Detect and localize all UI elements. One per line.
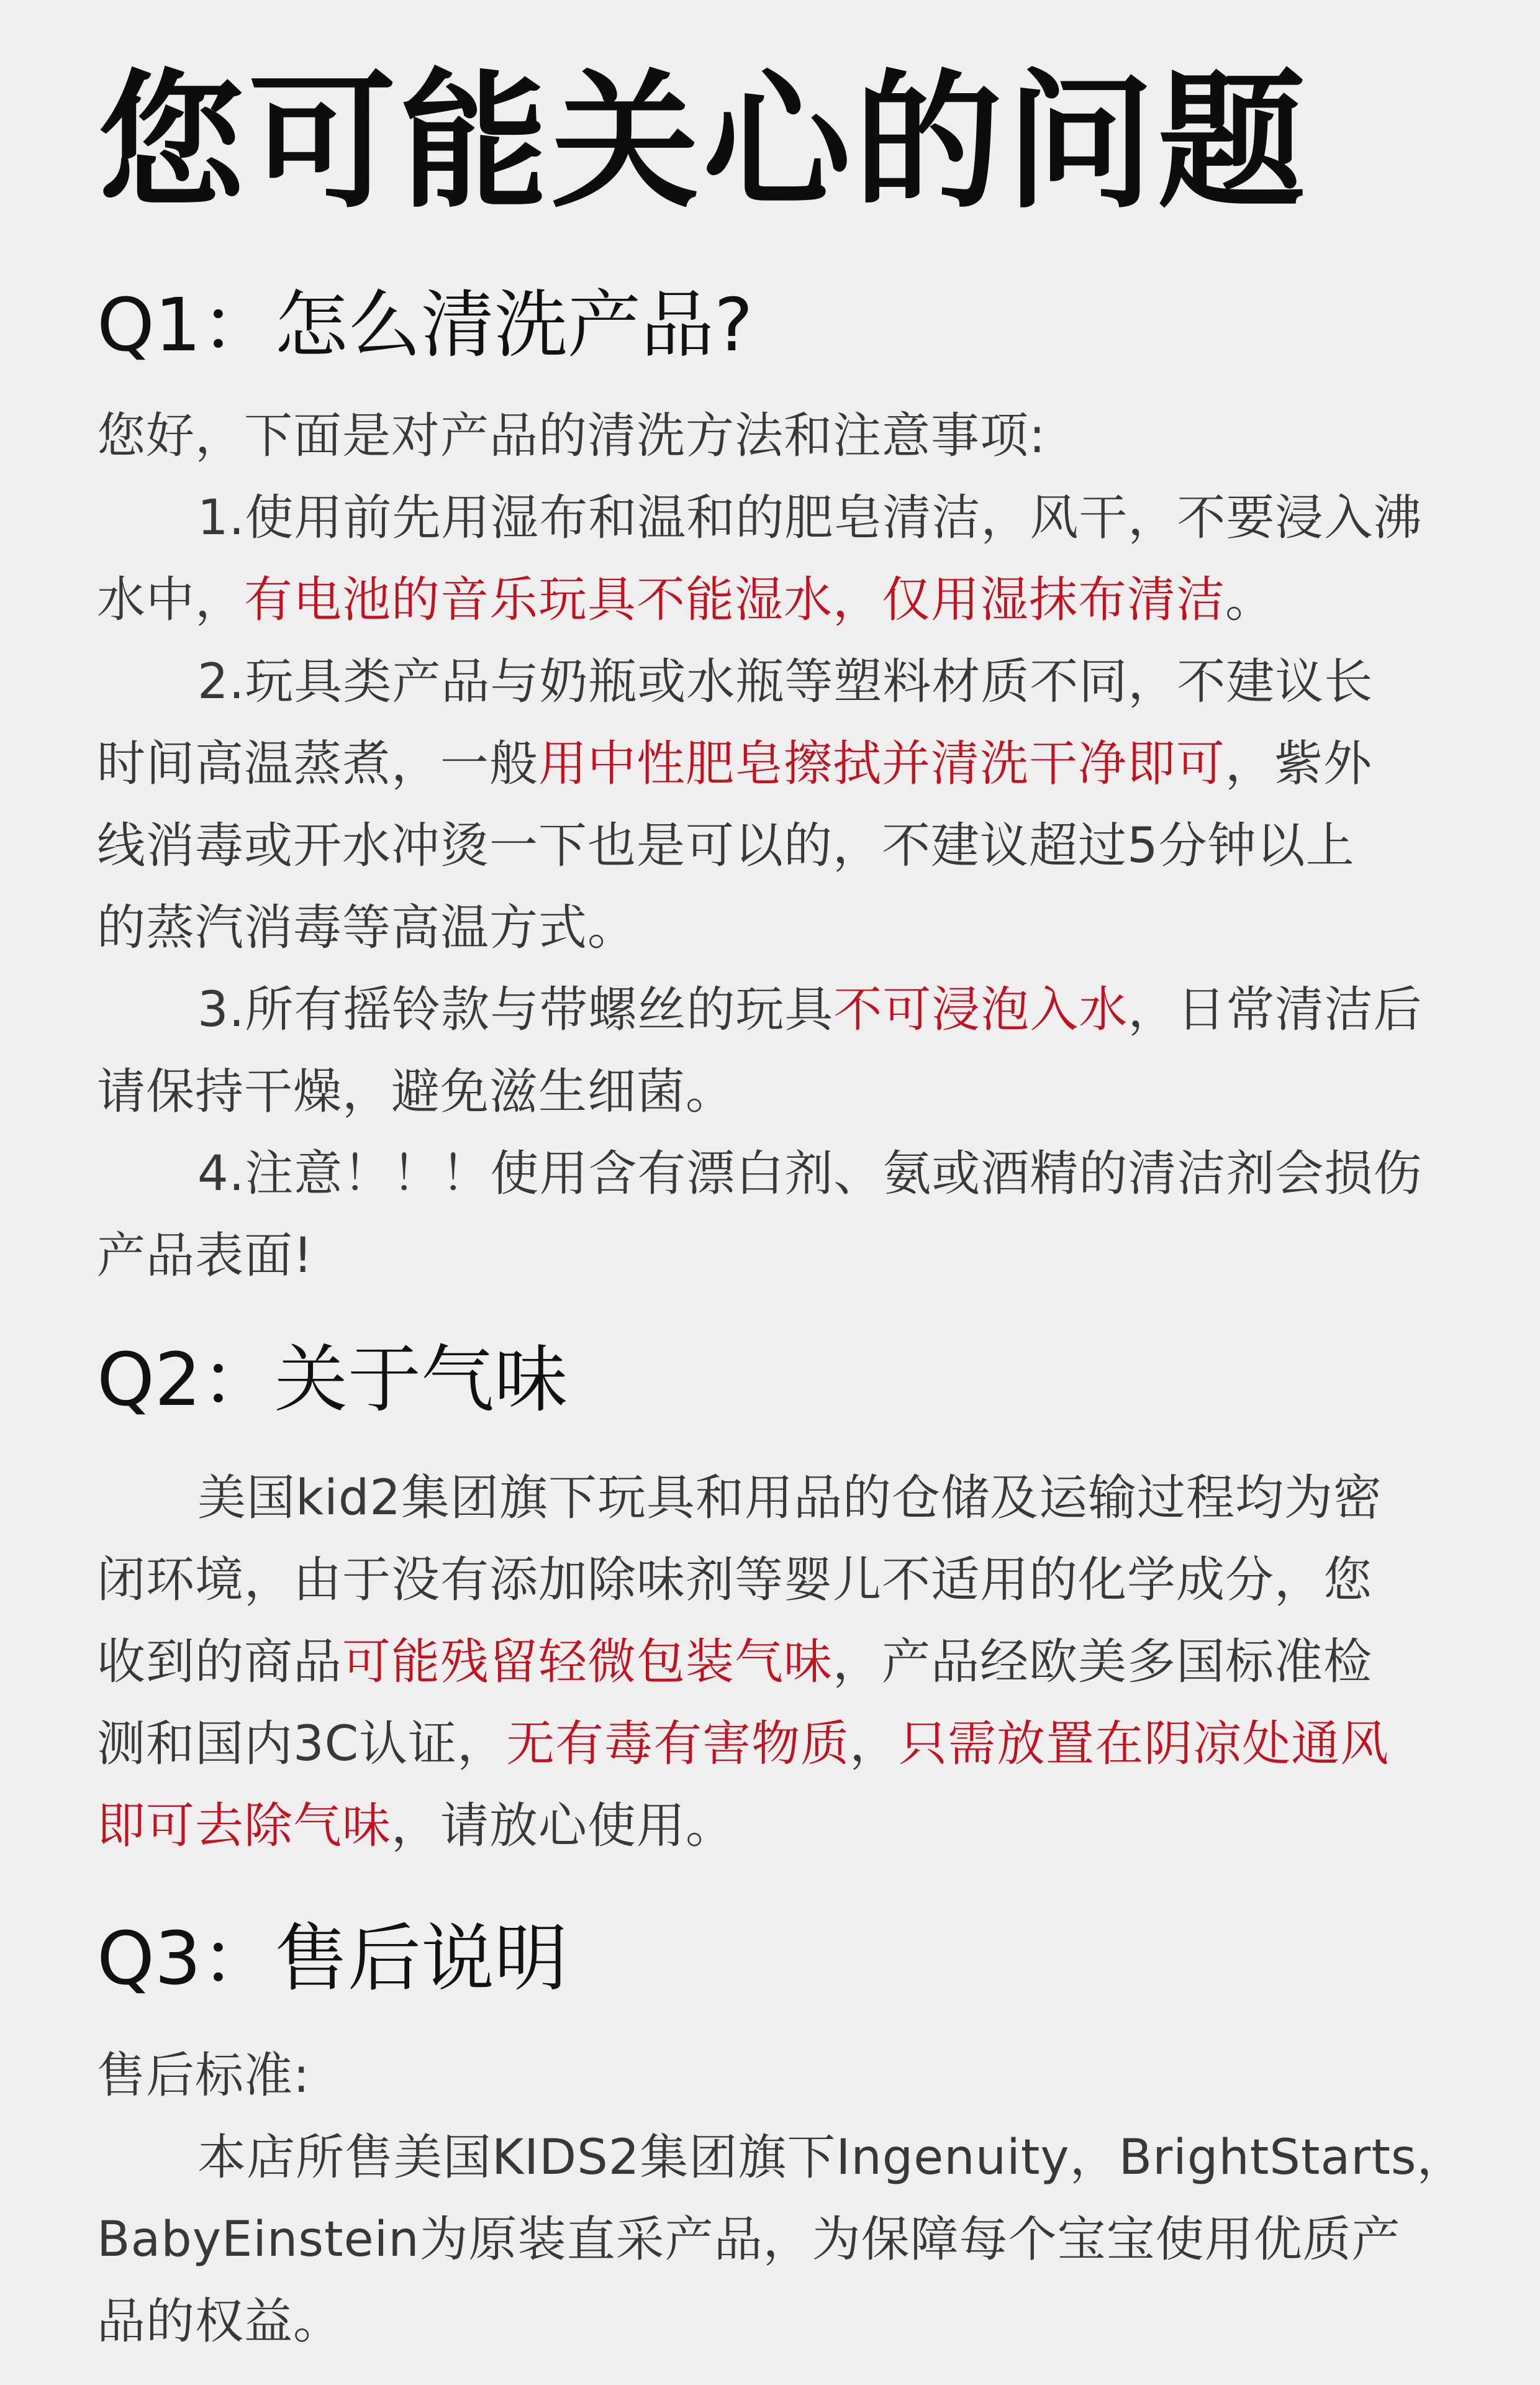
q1-item2-line4: 的蒸汽消毒等高温方式。 [97, 900, 637, 956]
q1-item3-line2: 请保持干燥，避免滋生细菌。 [97, 1064, 735, 1120]
text-segment: 。 [1225, 572, 1275, 628]
q1-item4-line2: 产品表面! [97, 1228, 314, 1284]
text-segment: ，产品经欧美多国标准检 [833, 1634, 1373, 1690]
q3-heading: Q3：售后说明 [97, 1915, 568, 2001]
q1-item1-line1: 1.使用前先用湿布和温和的肥皂清洁，风干，不要浸入沸 [197, 490, 1423, 546]
q2-line2: 闭环境，由于没有添加除味剂等婴儿不适用的化学成分，您 [97, 1552, 1373, 1608]
q1-item3-line1 [97, 969, 1429, 1051]
q3-standard-label: 售后标准: [97, 2048, 310, 2104]
highlight-text: 无有毒有害物质 [506, 1716, 850, 1772]
highlight-text: 即可去除气味 [97, 1798, 392, 1854]
highlight-text: 用中性肥皂擦拭并清洗干净即可 [538, 736, 1226, 792]
q1-intro: 您好，下面是对产品的清洗方法和注意事项: [97, 408, 1046, 464]
text-segment: 时间高温蒸煮，一般 [97, 736, 539, 792]
highlight-text: 不可浸泡入水 [833, 982, 1128, 1038]
q1-item2-line1: 2.玩具类产品与奶瓶或水瓶等塑料材质不同，不建议长 [197, 654, 1374, 710]
q2-line3 [97, 1621, 1429, 1703]
highlight-text: 只需放置在阴凉处通风 [899, 1716, 1390, 1772]
q2-line5 [97, 1785, 1429, 1867]
q1-item4-line1: 4.注意！！！使用含有漂白剂、氨或酒精的清洁剂会损伤 [197, 1146, 1423, 1202]
q1-item2-line2 [97, 723, 1429, 805]
text-segment: 测和国内3C认证， [97, 1716, 507, 1772]
text-segment: ， [849, 1716, 899, 1772]
q2-line4 [97, 1703, 1429, 1785]
text-segment: 收到的商品 [97, 1634, 343, 1690]
q2-line1: 美国kid2集团旗下玩具和用品的仓储及运输过程均为密 [197, 1470, 1382, 1526]
q3-line2: BabyEinstein为原装直采产品，为保障每个宝宝使用优质产 [97, 2212, 1401, 2268]
q2-body [97, 1457, 1429, 1867]
q3-line3: 品的权益。 [97, 2294, 343, 2350]
text-segment: 水中， [97, 572, 245, 628]
q3-body [97, 2035, 1466, 2363]
highlight-text: 可能残留轻微包装气味 [342, 1634, 833, 1690]
q1-item1-line2 [97, 559, 1429, 641]
page-title: 您可能关心的问题 [97, 57, 1309, 229]
text-segment: ，紫外 [1225, 736, 1373, 792]
q2-heading: Q2：关于气味 [97, 1337, 568, 1422]
q1-body [97, 395, 1429, 1297]
q1-item2-line3: 线消毒或开水冲烫一下也是可以的，不建议超过5分钟以上 [97, 818, 1355, 874]
text-segment: ，日常清洁后 [1128, 982, 1423, 1038]
text-segment: 3.所有摇铃款与带螺丝的玩具 [197, 982, 834, 1038]
q3-line1: 本店所售美国KIDS2集团旗下Ingenuity，BrightStarts， [197, 2130, 1466, 2186]
highlight-text: 有电池的音乐玩具不能湿水，仅用湿抹布清洁 [244, 572, 1226, 628]
q1-heading: Q1：怎么清洗产品? [97, 282, 753, 368]
text-segment: ，请放心使用。 [391, 1798, 735, 1854]
